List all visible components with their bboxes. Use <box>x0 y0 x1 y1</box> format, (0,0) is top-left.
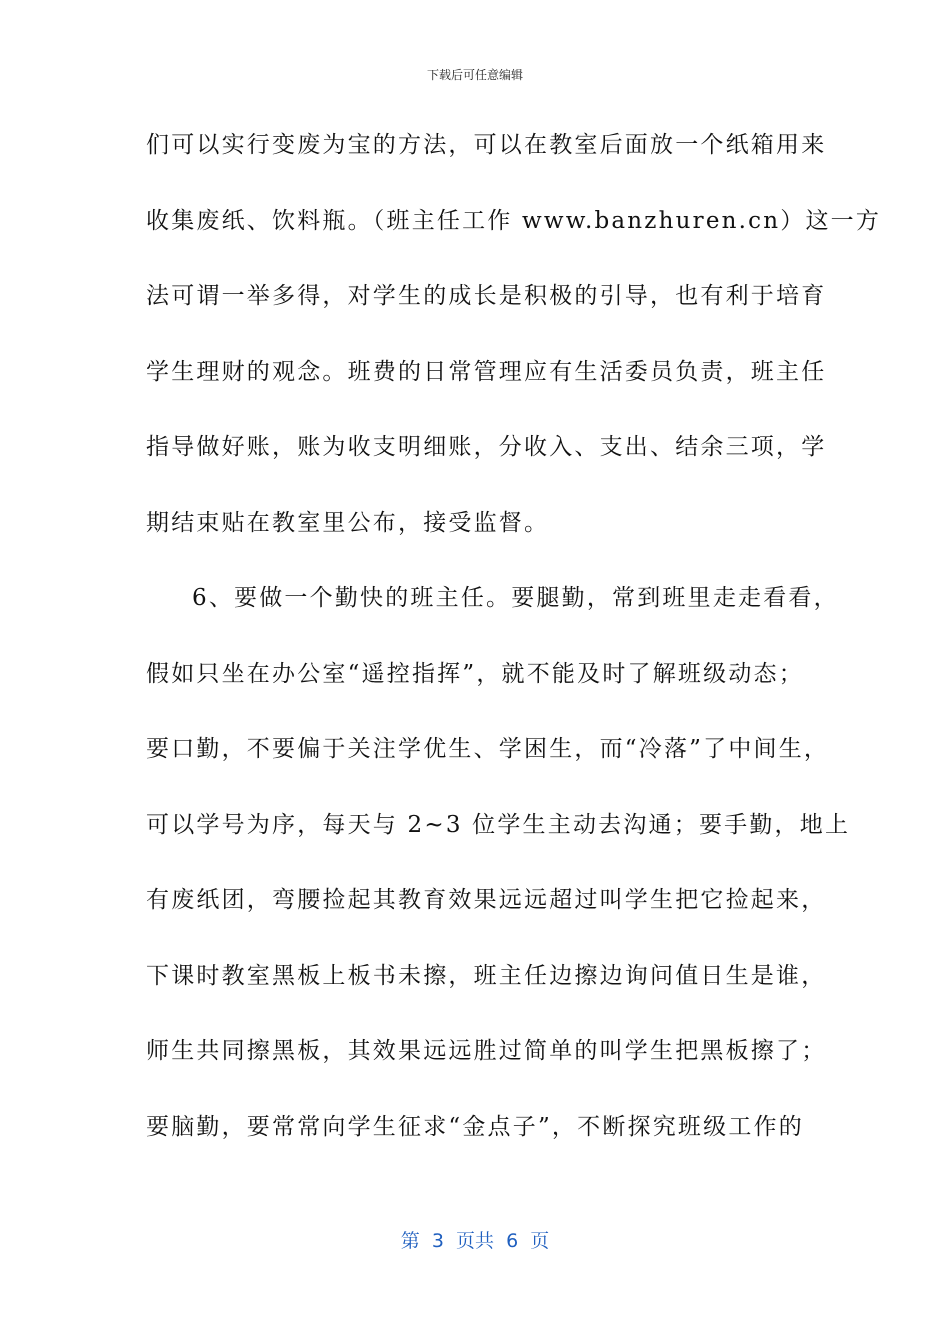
text-line: 下课时教室黑板上板书未擦，班主任边擦边询问值日生是谁， <box>146 962 827 989</box>
text-line: 师生共同擦黑板，其效果远远胜过简单的叫学生把黑板擦了； <box>146 1038 827 1064</box>
text-line: 要脑勤，要常常向学生征求“金点子”，不断探究班级工作的 <box>146 1113 804 1140</box>
page-header: 下载后可任意编辑 <box>426 68 523 82</box>
text-line: 收集废纸、饮料瓶。（班主任工作 www.banzhuren.cn）这一方 <box>146 207 882 234</box>
text-line: 期结束贴在教室里公布，接受监督。 <box>146 509 550 536</box>
paragraph-start-line: 6、要做一个勤快的班主任。要腿勤，常到班里走走看看， <box>192 585 839 611</box>
text-line: 要口勤，不要偏于关注学优生、学困生，而“冷落”了中间生， <box>146 736 830 762</box>
text-line: 学生理财的观念。班费的日常管理应有生活委员负责，班主任 <box>146 358 827 385</box>
text-line: 可以学号为序，每天与 2~3 位学生主动去沟通；要手勤，地上 <box>146 811 851 838</box>
text-line: 指导做好账，账为收支明细账，分收入、支出、结余三项，学 <box>146 434 827 460</box>
text-line: 假如只坐在办公室“遥控指挥”，就不能及时了解班级动态； <box>146 660 804 687</box>
text-line: 有废纸团，弯腰捡起其教育效果远远超过叫学生把它捡起来， <box>146 887 827 913</box>
text-line: 们可以实行变废为宝的方法，可以在教室后面放一个纸箱用来 <box>146 132 827 158</box>
document-body <box>146 120 882 1177</box>
text-line: 法可谓一举多得，对学生的成长是积极的引导，也有利于培育 <box>146 283 827 309</box>
page-footer: 第 3 页共 6 页 <box>400 1230 550 1252</box>
